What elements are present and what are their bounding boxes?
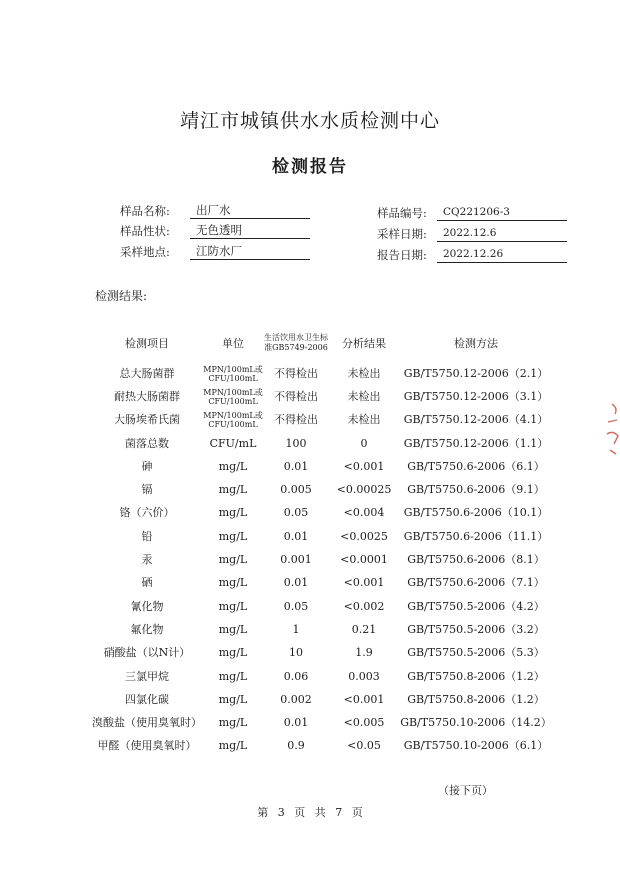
results-header-row [92, 324, 552, 362]
header-item: 检测项目 [125, 337, 169, 350]
row-result: 未检出 [347, 389, 381, 403]
row-method: GB/T5750.5-2006（4.2） [407, 599, 545, 613]
row-result: 0.21 [351, 622, 377, 636]
row-method: GB/T5750.8-2006（1.2） [407, 669, 545, 683]
row-method: GB/T5750.12-2006（2.1） [403, 366, 549, 380]
row-result: <0.004 [343, 506, 385, 520]
table-row [92, 572, 552, 595]
sampling-date-value: 2022.12.6 [437, 226, 567, 242]
table-row [92, 548, 552, 571]
sample-name-value: 出厂水 [190, 203, 310, 219]
report-date-field [377, 247, 577, 263]
row-unit: mg/L [218, 669, 248, 683]
row-standard: 不得检出 [274, 389, 318, 403]
row-item: 硒 [141, 576, 153, 590]
row-item: 三氯甲烷 [125, 669, 169, 683]
row-result: 0.003 [348, 669, 380, 683]
row-method: GB/T5750.12-2006（4.1） [403, 413, 549, 427]
row-standard: 0.05 [283, 599, 309, 613]
row-item: 砷 [141, 459, 153, 473]
row-method: GB/T5750.6-2006（6.1） [407, 459, 545, 473]
row-unit: MPN/100mL或CFU/100mL [203, 411, 263, 430]
row-standard: 0.01 [283, 716, 309, 730]
row-standard: 0.9 [287, 739, 305, 753]
row-method: GB/T5750.6-2006（9.1） [407, 483, 545, 497]
row-unit: CFU/mL [209, 436, 257, 450]
header-method: 检测方法 [454, 337, 498, 350]
sampling-location-label: 采样地点: [120, 245, 170, 259]
results-table [92, 324, 552, 758]
row-unit: mg/L [218, 739, 248, 753]
row-unit: mg/L [218, 692, 248, 706]
sampling-date-label: 采样日期: [377, 227, 427, 241]
row-standard: 0.001 [280, 553, 312, 567]
row-unit: MPN/100mL或CFU/100mL [203, 387, 263, 406]
sample-id-value: CQ221206-3 [437, 205, 567, 221]
row-standard: 0.01 [283, 529, 309, 543]
row-item: 甲醛（使用臭氧时） [97, 739, 197, 753]
table-row [92, 688, 552, 711]
table-row [92, 711, 552, 734]
results-label: 检测结果: [95, 289, 148, 303]
sample-property-value: 无色透明 [190, 223, 310, 239]
row-item: 铅 [141, 529, 153, 543]
row-standard: 0.002 [280, 692, 312, 706]
seal-fragment-icon [598, 400, 620, 460]
row-unit: mg/L [218, 506, 248, 520]
table-row [92, 595, 552, 618]
row-method: GB/T5750.10-2006（14.2） [400, 716, 552, 730]
row-result: <0.0001 [340, 553, 388, 567]
sample-name-label: 样品名称: [120, 204, 170, 218]
organization-title: 靖江市城镇供水水质检测中心 [179, 110, 440, 132]
row-result: 1.9 [355, 646, 373, 660]
row-item: 菌落总数 [125, 436, 169, 450]
row-unit: mg/L [218, 459, 248, 473]
row-standard: 100 [285, 436, 307, 450]
row-unit: mg/L [218, 622, 248, 636]
row-method: GB/T5750.12-2006（1.1） [403, 436, 549, 450]
table-row [92, 665, 552, 688]
table-row [92, 362, 552, 385]
row-item: 总大肠菌群 [119, 366, 175, 380]
sample-name-field [120, 203, 320, 219]
row-result: <0.05 [347, 739, 381, 753]
row-method: GB/T5750.5-2006（3.2） [407, 622, 545, 636]
row-result: <0.001 [343, 459, 385, 473]
row-unit: mg/L [218, 646, 248, 660]
row-unit: MPN/100mL或CFU/100mL [203, 364, 263, 383]
continued-note: （接下页） [438, 784, 493, 797]
row-item: 铬（六价） [119, 506, 175, 520]
table-row [92, 642, 552, 665]
row-result: <0.00025 [336, 483, 392, 497]
row-standard: 不得检出 [274, 413, 318, 427]
report-date-value: 2022.12.26 [437, 247, 567, 263]
header-standard: 生活饮用水卫生标准GB5749-2006 [264, 333, 328, 352]
row-item: 镉 [141, 483, 153, 497]
row-standard: 0.01 [283, 459, 309, 473]
row-unit: mg/L [218, 576, 248, 590]
header-unit: 单位 [222, 337, 244, 350]
row-unit: mg/L [218, 553, 248, 567]
row-method: GB/T5750.6-2006（11.1） [403, 529, 549, 543]
row-result: <0.002 [343, 599, 385, 613]
row-method: GB/T5750.6-2006（8.1） [407, 553, 545, 567]
sample-id-label: 样品编号: [377, 206, 427, 220]
sample-property-field [120, 223, 320, 239]
table-row [92, 385, 552, 408]
table-row [92, 409, 552, 432]
row-unit: mg/L [218, 529, 248, 543]
row-result: 0 [360, 436, 368, 450]
row-standard: 0.01 [283, 576, 309, 590]
table-row [92, 432, 552, 455]
table-row [92, 525, 552, 548]
row-result: <0.001 [343, 576, 385, 590]
row-item: 大肠埃希氏菌 [114, 413, 180, 427]
row-standard: 不得检出 [274, 366, 318, 380]
row-unit: mg/L [218, 599, 248, 613]
sampling-location-value: 江防水厂 [190, 244, 310, 260]
row-item: 四氯化碳 [125, 692, 169, 706]
sample-property-label: 样品性状: [120, 224, 170, 238]
row-standard: 1 [292, 622, 300, 636]
header-result: 分析结果 [342, 337, 386, 350]
row-unit: mg/L [218, 483, 248, 497]
table-row [92, 502, 552, 525]
row-item: 氟化物 [130, 622, 164, 636]
row-method: GB/T5750.12-2006（3.1） [403, 389, 549, 403]
row-item: 溴酸盐（使用臭氧时） [92, 716, 202, 730]
sample-id-field [377, 205, 577, 221]
table-row [92, 735, 552, 758]
row-method: GB/T5750.5-2006（5.3） [407, 646, 545, 660]
row-result: 未检出 [347, 366, 381, 380]
row-result: <0.0025 [340, 529, 388, 543]
row-result: <0.005 [343, 716, 385, 730]
row-item: 硝酸盐（以N计） [103, 646, 191, 660]
row-method: GB/T5750.6-2006（7.1） [407, 576, 545, 590]
table-row [92, 478, 552, 501]
row-method: GB/T5750.10-2006（6.1） [403, 739, 549, 753]
row-item: 耐热大肠菌群 [114, 389, 180, 403]
row-method: GB/T5750.8-2006（1.2） [407, 692, 545, 706]
report-date-label: 报告日期: [377, 248, 427, 262]
sampling-date-field [377, 226, 577, 242]
row-item: 氰化物 [130, 599, 164, 613]
table-row [92, 455, 552, 478]
row-unit: mg/L [218, 716, 248, 730]
row-method: GB/T5750.6-2006（10.1） [403, 506, 549, 520]
row-result: 未检出 [347, 413, 381, 427]
row-standard: 0.06 [283, 669, 309, 683]
report-title: 检测报告 [272, 157, 348, 177]
page-number: 第 3 页 共 7 页 [257, 806, 363, 819]
row-standard: 0.05 [283, 506, 309, 520]
sampling-location-field [120, 244, 320, 260]
row-item: 汞 [141, 553, 153, 567]
row-standard: 0.005 [280, 483, 312, 497]
table-row [92, 618, 552, 641]
row-result: <0.001 [343, 692, 385, 706]
row-standard: 10 [289, 646, 303, 660]
